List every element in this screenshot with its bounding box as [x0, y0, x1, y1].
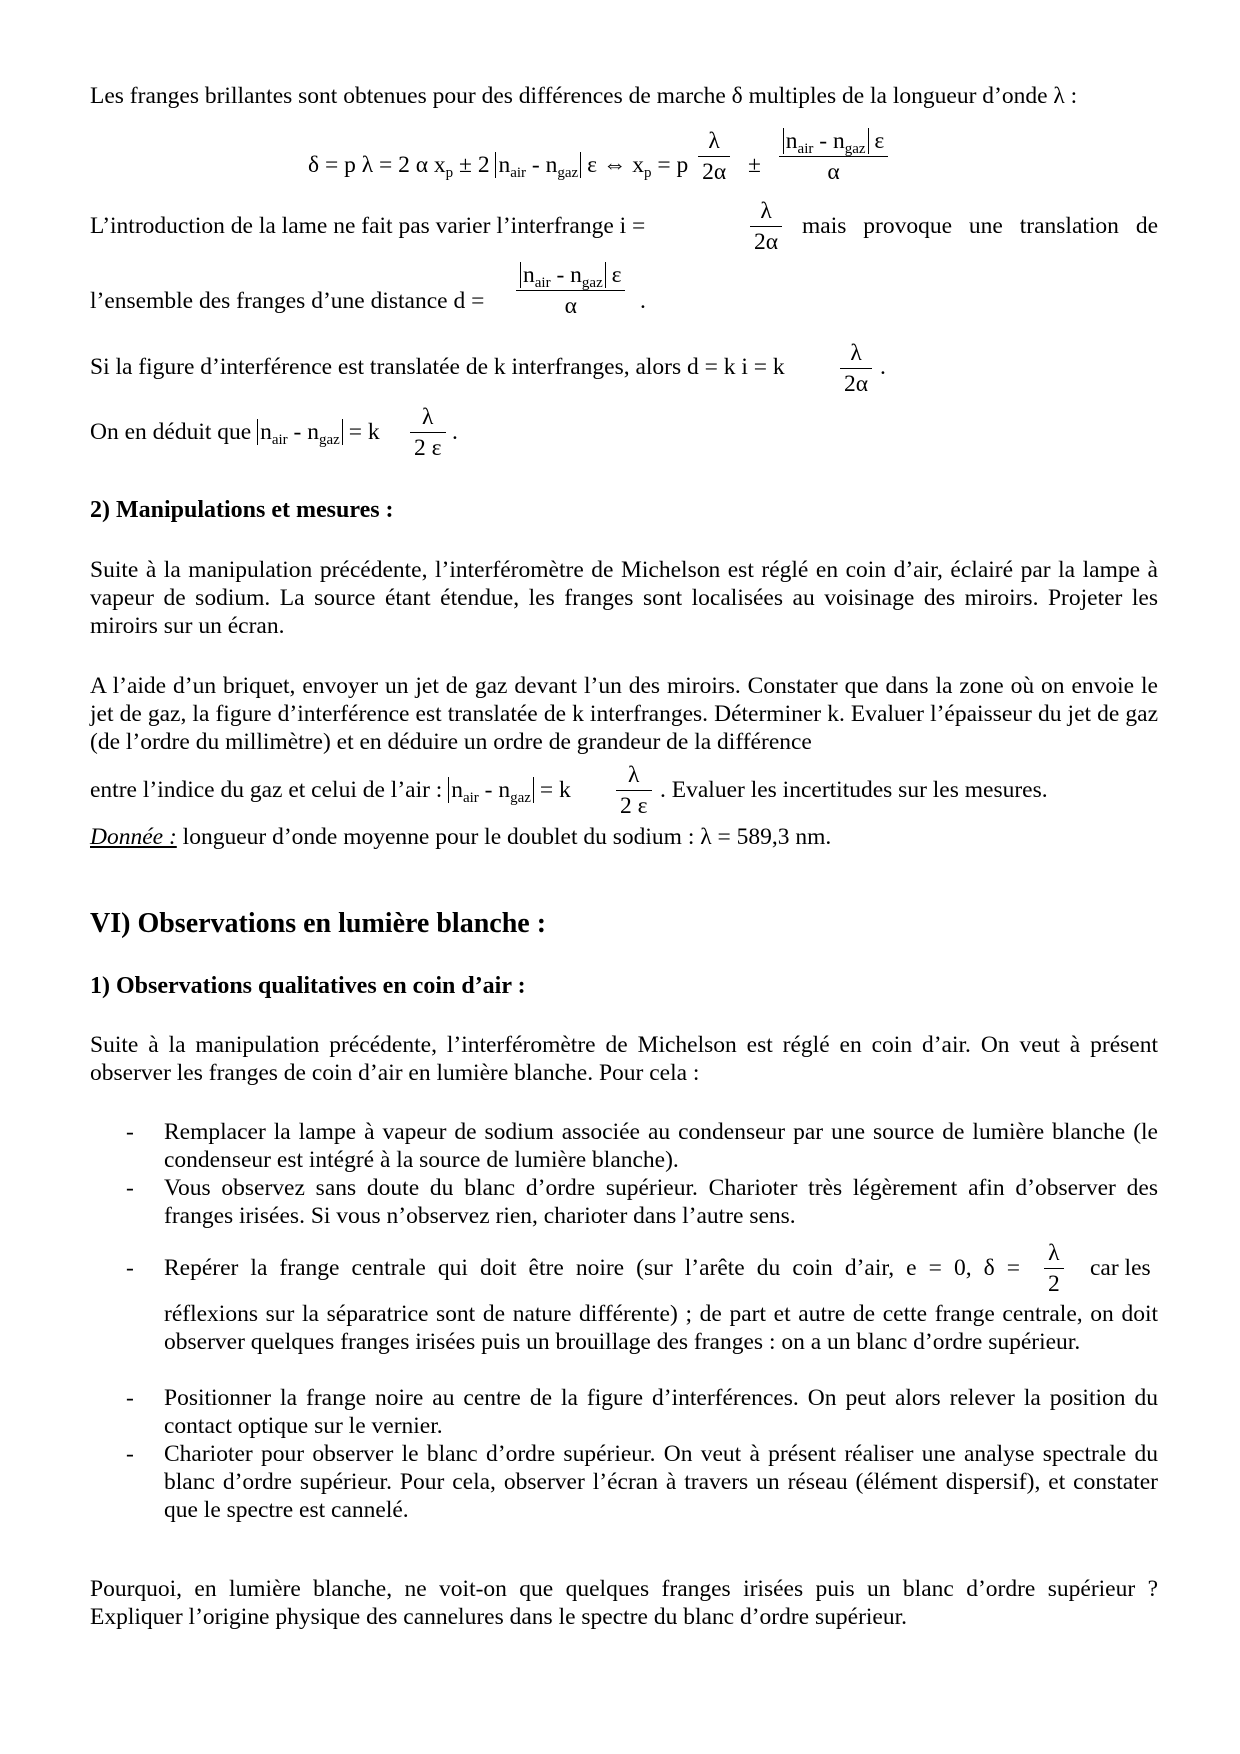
fraction: $\frac{\lambda}{2 \varepsilon}$ — [410, 402, 446, 463]
paragraph-line: entre l’indice du gaz et celui de l’air : $n_{air} - n_{gaz} = k$ — [90, 777, 571, 806]
list-item-continuation: réflexions sur la séparatrice sont de nature différente) ; de part et autre de cette frange centrale, on doit observer quelques franges irisées puis un brouillage des franges : on a un blanc d’ordre supérieur. — [164, 1301, 1158, 1355]
fraction: $\frac{\lambda}{2}$ — [1044, 1238, 1064, 1299]
paragraph: Suite à la manipulation précédente, l’interféromètre de Michelson est réglé en coin d’air, éclairé par la lampe à vapeur de sodium. La source étant étendue, les franges sont localisées au voisinage des miroirs. Projeter les miroirs sur un écran. — [90, 557, 1158, 639]
main-equation: δ = p λ = 2 α $x_p \pm 2$ $n_{air} - n_{gaz}$ ε ⇔ $x_p = p$ $\frac{\lambda}{2\alpha}$ ± $\frac{n_{air} - n_{gaz} \varepsilon}{\alpha}$ — [308, 118, 892, 179]
chapter-heading: VI) Observations en lumière blanche : — [90, 908, 547, 939]
donnee-line: Donnée : longueur d’onde moyenne pour le doublet du sodium : λ = 589,3 nm. — [90, 824, 832, 850]
list-item: Repérer la frange centrale qui doit être noire (sur l’arête du coin d’air, e = 0, δ = — [164, 1255, 1020, 1281]
fraction: $\frac{\lambda}{2\alpha}$ — [750, 196, 782, 257]
list-dash: - — [126, 1255, 134, 1281]
list-item: - Positionner la frange noire au centre de la figure d’interférences. On peut alors relever la position du contact optique sur le vernier. — [90, 1384, 1158, 1440]
fraction: $\frac{\lambda}{2\alpha}$ — [840, 338, 872, 399]
bullet-list — [90, 1118, 1158, 1230]
paragraph: Pourquoi, en lumière blanche, ne voit-on que quelques franges irisées puis un blanc d’ordre supérieur ? Expliquer l’origine physique des cannelures dans le spectre du blanc d’ordre supérieur. — [90, 1576, 1158, 1630]
deduce-text: On en déduit que $n_{air} - n_{gaz} = k$ — [90, 419, 380, 448]
paragraph: A l’aide d’un briquet, envoyer un jet de gaz devant l’un des miroirs. Constater que dans la zone où on envoie le jet de gaz, la figure d’interférence est translatée de k interfranges. Déterminer k. Evaluer l’épaisseur du jet de gaz (de l’ordre du millimètre) et en déduire un ordre de grandeur de la différence — [90, 673, 1158, 755]
fraction: $\frac{\lambda}{2\alpha}$ — [698, 126, 730, 187]
section-heading: 1) Observations qualitatives en coin d’air : — [90, 973, 526, 999]
interfrange-text-b: mais provoque une translation de — [802, 213, 1158, 239]
list-item: - Charioter pour observer le blanc d’ordre supérieur. On veut à présent réaliser une analyse spectrale du blanc d’ordre supérieur. Pour cela, observer l’écran à travers un réseau (élément dispersif), et constater que le spectre est cannelé. — [90, 1440, 1158, 1524]
bullet-list — [90, 1384, 1158, 1524]
fraction: $\frac{n_{air} - n_{gaz} \varepsilon}{\alpha}$ — [779, 126, 888, 187]
document-page: Les franges brillantes sont obtenues pour des différences de marche δ multiples de la longueur d’onde λ : δ = p λ = 2 α $x_p \pm 2$ $n_{air} - n_{gaz}$ ε ⇔ $x_p = p$ $\frac{\lambda}{2\alpha}$ ± $\frac{n_{air} - n_{gaz} \varepsilon}{\alpha}$ L’introduction de la lame ne fait pas varier l’interfrange i = $\frac{\lambda}{2\alpha}$ mais provoque une translation de l’ensemble des franges d’une distance d = $n_{air} - n_{gaz}$ ε α . Si la figure d’interférence est translatée de k interfranges, alors d = k i = k $\frac{\lambda}{2\alpha}$ . On en déduit que $n_{air} - n_{gaz} = k$ $\frac{\lambda}{2 \varepsilon}$ . 2) Manipulations et mesures : Suite à la manipulation précédente, l’interféromètre de Michelson est réglé en coin d’air, éclairé par la lampe à vapeur de sodium. La source étant étendue, les franges sont localisées au voisinage des miroirs. Projeter les miroirs sur un écran. A l’aide d’un briquet, envoyer un jet de gaz devant l’un des miroirs. Constater que dans la zone où on envoie le jet de gaz, la figure d’interférence est translatée de k interfranges. Déterminer k. Evaluer l’épaisseur du jet de gaz (de l’ordre du millimètre) et en déduire un ordre de grandeur de la différence entre l’indice du gaz et celui de l’air : $n_{air} - n_{gaz} = k$ $\frac{\lambda}{2 \varepsilon}$ . Evaluer les incertitudes sur les mesures. Donnée : longueur d’onde moyenne pour le doublet du sodium : λ = 589,3 nm. VI) Observations en lumière blanche : 1) Observations qualitatives en coin d’air : Suite à la manipulation précédente, l’interféromètre de Michelson est réglé en coin d’air. On veut à présent observer les franges de coin d’air en lumière blanche. Pour cela : - Remplacer la lampe à vapeur de sodium associée au condenseur par une source de lumière blanche (le condenseur est intégré à la source de lumière blanche). - Vous observez sans doute du blanc d’ordre supérieur. Charioter très légèrement afin d’observer des franges irisées. Si vous n’observez rien, charioter dans l’autre sens. - Repérer la frange centrale qui doit être noire (sur l’arête du coin d’air, e = 0, δ = $\frac{\lambda}{2}$ car les réflexions sur la séparatrice sont de nature différente) ; de part et autre de cette frange centrale, on doit observer quelques franges irisées puis un brouillage des franges : on a un blanc d’ordre supérieur. - Positionner la frange noire au centre de la figure d’interférences. On peut alors relever la position du contact optique sur le vernier. - Charioter pour observer le blanc d’ordre supérieur. On veut à présent réaliser une analyse spectrale du blanc d’ordre supérieur. Pour cela, observer l’écran à travers un réseau (élément dispersif), et constater que le spectre est cannelé. Pourquoi, en lumière blanche, ne voit-on que quelques franges irisées puis un blanc d’ordre supérieur ? Expliquer l’origine physique des cannelures dans le spectre du blanc d’ordre supérieur. — [0, 0, 1240, 1754]
fraction: $\frac{\lambda}{2 \varepsilon}$ — [616, 760, 652, 821]
interfrange-text-a: L’introduction de la lame ne fait pas varier l’interfrange i = — [90, 213, 646, 239]
translate-text: Si la figure d’interférence est translatée de k interfranges, alors d = k i = k — [90, 354, 785, 380]
section-heading: 2) Manipulations et mesures : — [90, 497, 394, 523]
fraction: $n_{air} - n_{gaz}$ ε α — [516, 260, 625, 321]
list-item: - Vous observez sans doute du blanc d’ordre supérieur. Charioter très légèrement afin d’observer des franges irisées. Si vous n’observez rien, charioter dans l’autre sens. — [90, 1174, 1158, 1230]
list-item: - Remplacer la lampe à vapeur de sodium associée au condenseur par une source de lumière blanche (le condenseur est intégré à la source de lumière blanche). — [90, 1118, 1158, 1174]
distance-text: l’ensemble des franges d’une distance d = — [90, 288, 485, 314]
paragraph: Suite à la manipulation précédente, l’interféromètre de Michelson est réglé en coin d’air. On veut à présent observer les franges de coin d’air en lumière blanche. Pour cela : — [90, 1032, 1158, 1086]
intro-line: Les franges brillantes sont obtenues pour des différences de marche δ multiples de la longueur d’onde λ : — [90, 83, 1078, 109]
